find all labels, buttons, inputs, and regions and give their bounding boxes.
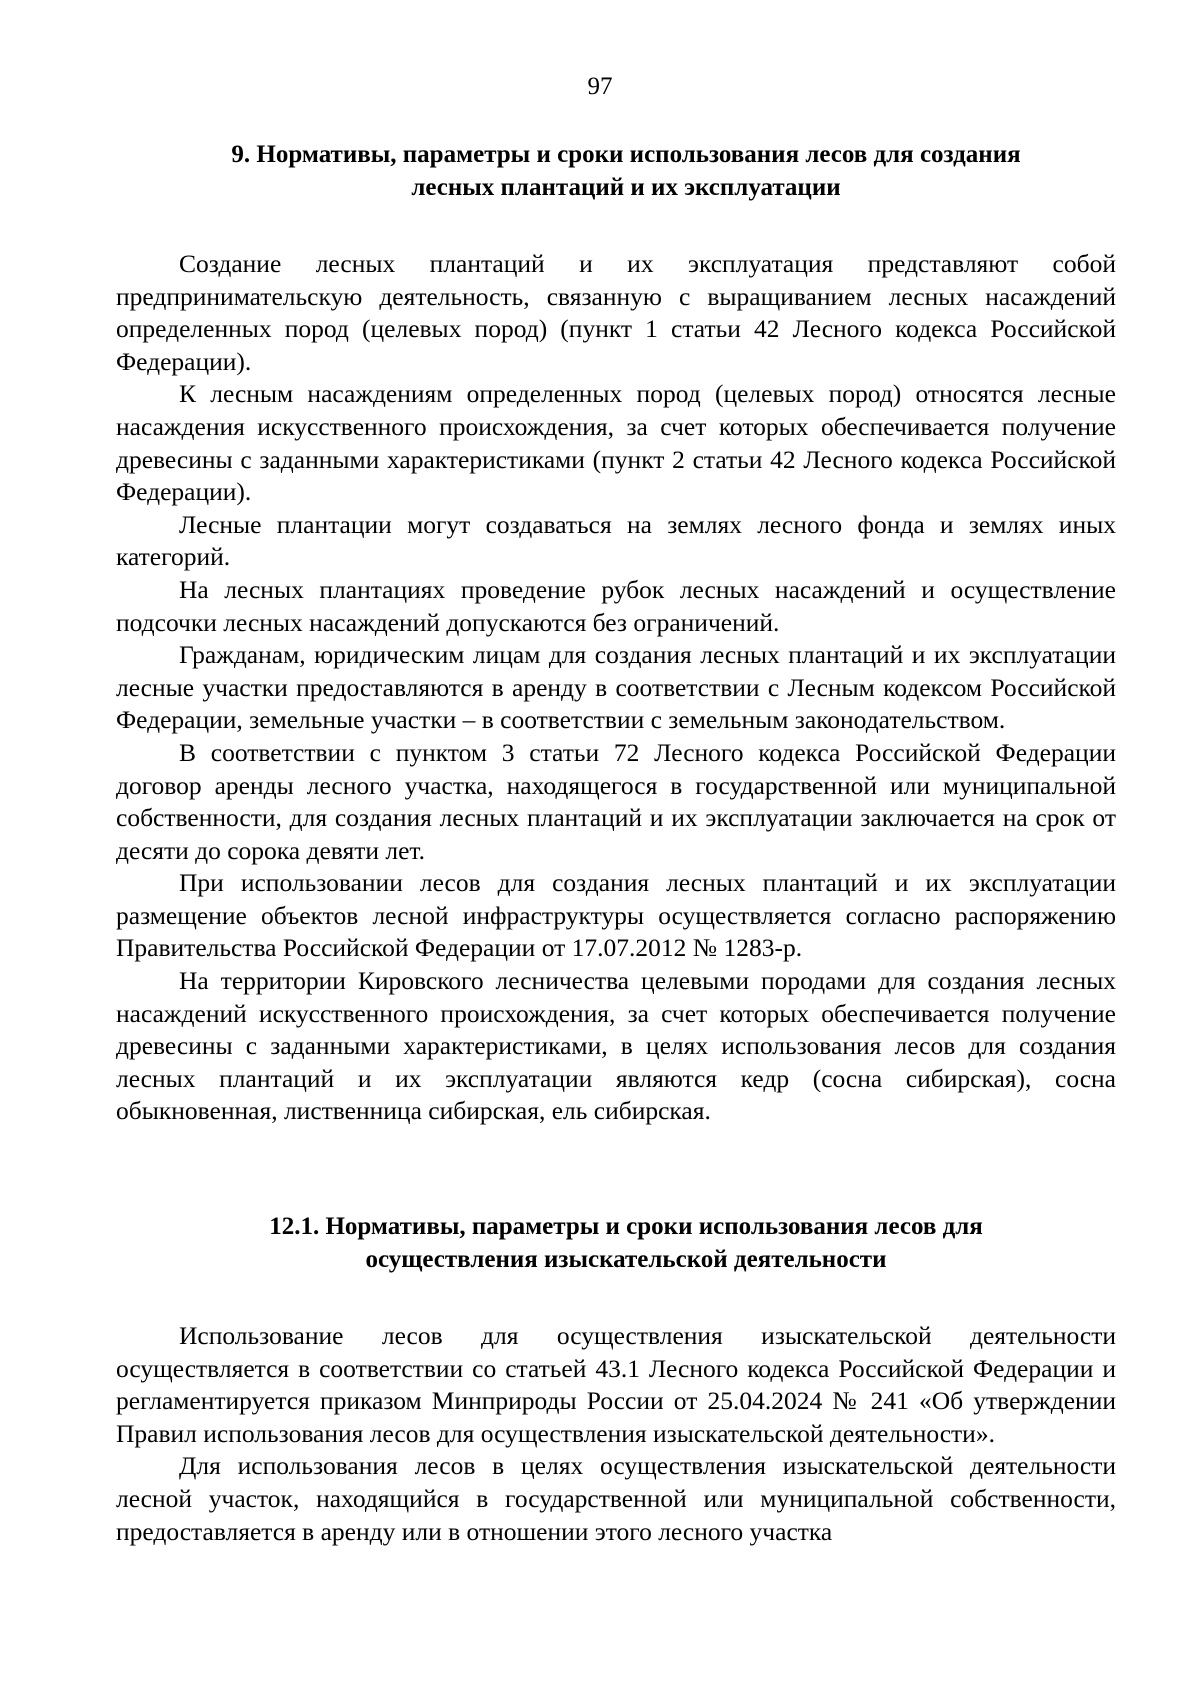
section-survey-activity xyxy=(116,1210,1116,1548)
section-forest-plantations xyxy=(116,138,1116,1128)
paragraph: В соответствии с пунктом 3 статьи 72 Лесного кодекса Российской Федерации договор аренды лесного участка, находящегося в государственной или муниципальной собственности, для создания лесных плантаций и их эксплуатации заключается на срок от десяти до сорока девяти лет. xyxy=(116,737,1116,865)
paragraph: На лесных плантациях проведение рубок лесных насаждений и осуществление подсочки лесных насаждений допускаются без ограничений. xyxy=(116,574,1116,637)
paragraph: При использовании лесов для создания лесных плантаций и их эксплуатации размещение объектов лесной инфраструктуры осуществляется согласно распоряжению Правительства Российской Федерации от 17.07.2012 № 1283-р. xyxy=(116,868,1116,963)
paragraph: Использование лесов для осуществления изыскательской деятельности осуществляется в соответствии со статьей 43.1 Лесного кодекса Российской Федерации и регламентируется приказом Минприроды России от 25.04.2024 № 241 «Об утверждении Правил использования лесов для осуществления изыскательской деятельности». xyxy=(116,1321,1116,1448)
paragraph: К лесным насаждениям определенных пород (целевых пород) относятся лесные насаждения искусственного происхождения, за счет которых обеспечивается получение древесины с заданными характеристиками (пункт 2 статьи 42 Лесного кодекса Российской Федерации). xyxy=(116,379,1116,507)
section-title-line-1: 9. Нормативы, параметры и сроки использования лесов для создания xyxy=(231,141,1021,168)
section-title-line-2: осуществления изыскательской деятельности xyxy=(365,1246,887,1273)
section-title xyxy=(116,138,1116,204)
section-title-line-2: лесных плантаций и их эксплуатации xyxy=(411,174,841,201)
section-body xyxy=(116,1320,1116,1548)
paragraph: На территории Кировского лесничества целевыми породами для создания лесных насаждений искусственного происхождения, за счет которых обеспечивается получение древесины с заданными характеристиками, в целях использования лесов для создания лесных плантаций и их эксплуатации являются кедр (сосна сибирская), сосна обыкновенная, лиственница сибирская, ель сибирская. xyxy=(116,966,1116,1126)
section-body xyxy=(116,248,1116,1128)
section-title xyxy=(116,1210,1116,1276)
section-title-line-1: 12.1. Нормативы, параметры и сроки использования лесов для xyxy=(269,1213,983,1240)
paragraph: Создание лесных плантаций и их эксплуатация представляют собой предпринимательскую деятельность, связанную с выращиванием лесных насаждений определенных пород (целевых пород) (пункт 1 статьи 42 Лесного кодекса Российской Федерации). xyxy=(116,249,1116,376)
paragraph: Гражданам, юридическим лицам для создания лесных плантаций и их эксплуатации лесные участки предоставляются в аренду в соответствии с Лесным кодексом Российской Федерации, земельные участки – в соответствии с земельным законодательством. xyxy=(116,640,1116,735)
paragraph: Для использования лесов в целях осуществления изыскательской деятельности лесной участок, находящийся в государственной или муниципальной собственности, предоставляется в аренду или в отношении этого лесного участка xyxy=(116,1451,1116,1546)
paragraph: Лесные плантации могут создаваться на землях лесного фонда и землях иных категорий. xyxy=(116,509,1116,572)
page-number: 97 xyxy=(587,73,613,100)
